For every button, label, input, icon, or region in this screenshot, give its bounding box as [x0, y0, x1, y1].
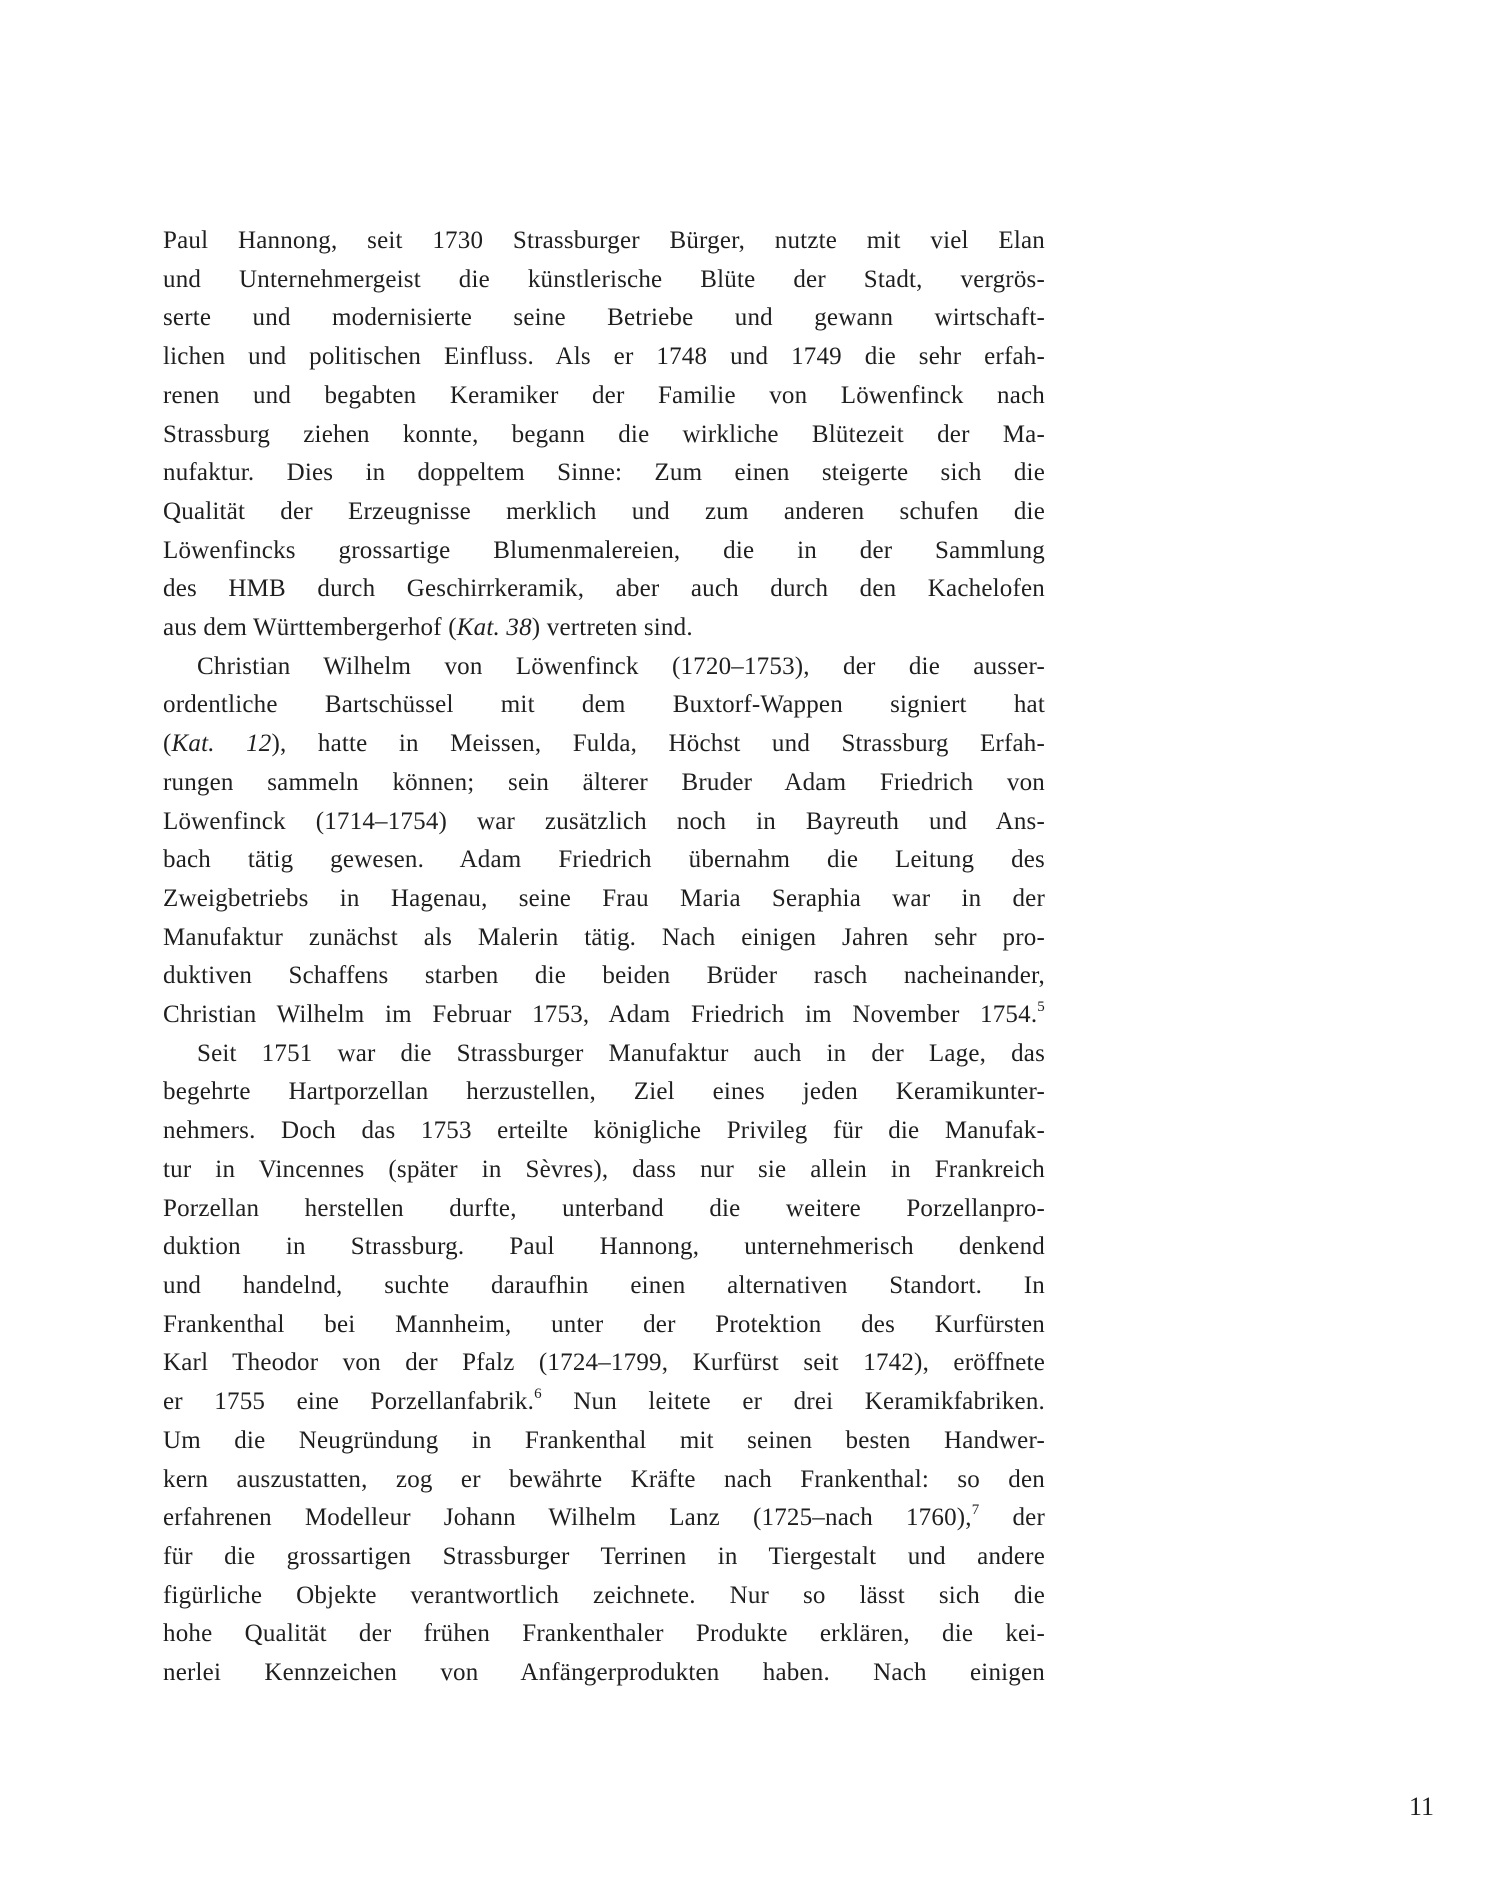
text-segment: Paul Hannong, seit 1730 Strassburger Bürger, nutzte mit viel Elan — [163, 227, 1045, 254]
text-segment: nehmers. Doch das 1753 erteilte königliche Privileg für die Manufak- — [163, 1117, 1045, 1145]
text-segment: nufaktur. Dies in doppeltem Sinne: Zum einen steigerte sich die — [163, 459, 1045, 487]
text-segment: er 1755 eine Porzellanfabrik. — [163, 1388, 535, 1416]
text-segment: bach tätig gewesen. Adam Friedrich übernahm die Leitung des — [163, 846, 1045, 874]
text-segment: duktion in Strassburg. Paul Hannong, unternehmerisch denkend — [163, 1233, 1045, 1261]
text-segment: des HMB durch Geschirrkeramik, aber auch durch den Kachelofen — [163, 575, 1045, 603]
text-segment: kern auszustatten, zog er bewährte Kräfte nach Frankenthal: so den — [163, 1465, 1045, 1493]
text-segment: Qualität der Erzeugnisse merklich und zum anderen schufen die — [163, 497, 1045, 525]
text-line — [163, 764, 1045, 803]
text-segment: ) vertreten sind. — [531, 614, 693, 642]
text-segment: Frankenthal bei Mannheim, unter der Protektion des Kurfürsten — [163, 1310, 1045, 1338]
text-line — [163, 803, 1045, 842]
text-segment: nerlei Kennzeichen von Anfängerprodukten haben. Nach einigen — [163, 1659, 1045, 1687]
paragraph — [163, 1035, 1045, 1693]
text-segment: Seit 1751 war die Strassburger Manufaktur auch in der Lage, das — [197, 1039, 1045, 1067]
text-segment: der — [979, 1504, 1045, 1532]
text-line — [163, 1112, 1045, 1151]
text-segment: Kat. 12 — [171, 730, 272, 758]
text-segment: Kat. 38 — [456, 614, 532, 642]
text-line — [163, 454, 1045, 493]
text-segment: rungen sammeln können; sein älterer Bruder Adam Friedrich von — [163, 768, 1045, 796]
text-segment: Christian Wilhelm von Löwenfinck (1720–1753), der die ausser- — [197, 652, 1045, 680]
text-segment: und handelnd, suchte daraufhin einen alternativen Standort. In — [163, 1271, 1045, 1299]
text-line — [163, 1383, 1045, 1422]
text-line — [163, 648, 1045, 687]
text-line — [163, 493, 1045, 532]
text-line — [163, 880, 1045, 919]
text-segment: Manufaktur zunächst als Malerin tätig. Nach einigen Jahren sehr pro- — [163, 923, 1045, 951]
footnote-reference: 5 — [1037, 999, 1045, 1016]
text-segment: Christian Wilhelm im Februar 1753, Adam Friedrich im November 1754. — [163, 1001, 1038, 1029]
text-segment: ordentliche Bartschüssel mit dem Buxtorf-Wappen signiert hat — [163, 691, 1045, 719]
text-segment: Löwenfinck (1714–1754) war zusätzlich noch in Bayreuth und Ans- — [163, 807, 1045, 835]
text-line — [163, 996, 1045, 1035]
text-line — [163, 416, 1045, 455]
text-line — [163, 1035, 1045, 1074]
text-line — [163, 1615, 1045, 1654]
text-line — [163, 841, 1045, 880]
text-segment: Löwenfincks grossartige Blumenmalereien, die in der Sammlung — [163, 536, 1045, 564]
text-segment: Nun leitete er drei Keramikfabriken. — [541, 1388, 1045, 1416]
text-line — [163, 1538, 1045, 1577]
footnote-reference: 6 — [534, 1386, 542, 1403]
text-line — [163, 222, 1045, 261]
text-line — [163, 338, 1045, 377]
text-line — [163, 609, 1045, 648]
text-line — [163, 1190, 1045, 1229]
text-segment: Strassburg ziehen konnte, begann die wirkliche Blütezeit der Ma- — [163, 420, 1045, 448]
text-segment: Karl Theodor von der Pfalz (1724–1799, Kurfürst seit 1742), eröffnete — [163, 1349, 1045, 1377]
text-line — [163, 299, 1045, 338]
text-line — [163, 1461, 1045, 1500]
text-segment: begehrte Hartporzellan herzustellen, Ziel eines jeden Keramikunter- — [163, 1078, 1045, 1106]
text-line — [163, 1654, 1045, 1693]
text-segment: Porzellan herstellen durfte, unterband die weitere Porzellanpro- — [163, 1194, 1045, 1222]
text-segment: lichen und politischen Einfluss. Als er 1748 und 1749 die sehr erfah- — [163, 343, 1045, 371]
text-segment: serte und modernisierte seine Betriebe und gewann wirtschaft- — [163, 304, 1045, 332]
text-line — [163, 919, 1045, 958]
page-number: 11 — [1408, 1792, 1434, 1821]
text-segment: hohe Qualität der frühen Frankenthaler Produkte erklären, die kei- — [163, 1620, 1045, 1648]
text-segment: ), hatte in Meissen, Fulda, Höchst und Strassburg Erfah- — [271, 730, 1045, 758]
text-block — [163, 222, 1045, 1693]
text-segment: figürliche Objekte verantwortlich zeichnete. Nur so lässt sich die — [163, 1581, 1045, 1609]
text-segment: für die grossartigen Strassburger Terrinen in Tiergestalt und andere — [163, 1542, 1045, 1570]
text-segment: aus dem Württembergerhof ( — [163, 614, 457, 642]
text-segment: tur in Vincennes (später in Sèvres), dass nur sie allein in Frankreich — [163, 1155, 1045, 1183]
text-line — [163, 1151, 1045, 1190]
text-line — [163, 957, 1045, 996]
text-line — [163, 1422, 1045, 1461]
text-segment: Um die Neugründung in Frankenthal mit seinen besten Handwer- — [163, 1426, 1045, 1454]
text-line — [163, 570, 1045, 609]
paragraph — [163, 648, 1045, 1035]
text-line — [163, 532, 1045, 571]
text-line — [163, 377, 1045, 416]
footnote-reference: 7 — [971, 1502, 980, 1519]
text-line — [163, 686, 1045, 725]
text-line — [163, 725, 1045, 764]
text-segment: Zweigbetriebs in Hagenau, seine Frau Maria Seraphia war in der — [163, 884, 1045, 912]
text-segment: renen und begabten Keramiker der Familie von Löwenfinck nach — [163, 381, 1045, 409]
text-segment: und Unternehmergeist die künstlerische Blüte der Stadt, vergrös- — [163, 265, 1045, 293]
text-segment: duktiven Schaffens starben die beiden Brüder rasch nacheinander, — [163, 962, 1045, 990]
text-line — [163, 1073, 1045, 1112]
text-segment: erfahrenen Modelleur Johann Wilhelm Lanz (1725–nach 1760), — [163, 1504, 972, 1532]
text-line — [163, 1499, 1045, 1538]
paragraph — [163, 222, 1045, 648]
text-line — [163, 1306, 1045, 1345]
text-line — [163, 1577, 1045, 1616]
text-line — [163, 1344, 1045, 1383]
text-line — [163, 1267, 1045, 1306]
text-line — [163, 261, 1045, 300]
text-line — [163, 1228, 1045, 1267]
text-segment: ( — [163, 730, 172, 758]
